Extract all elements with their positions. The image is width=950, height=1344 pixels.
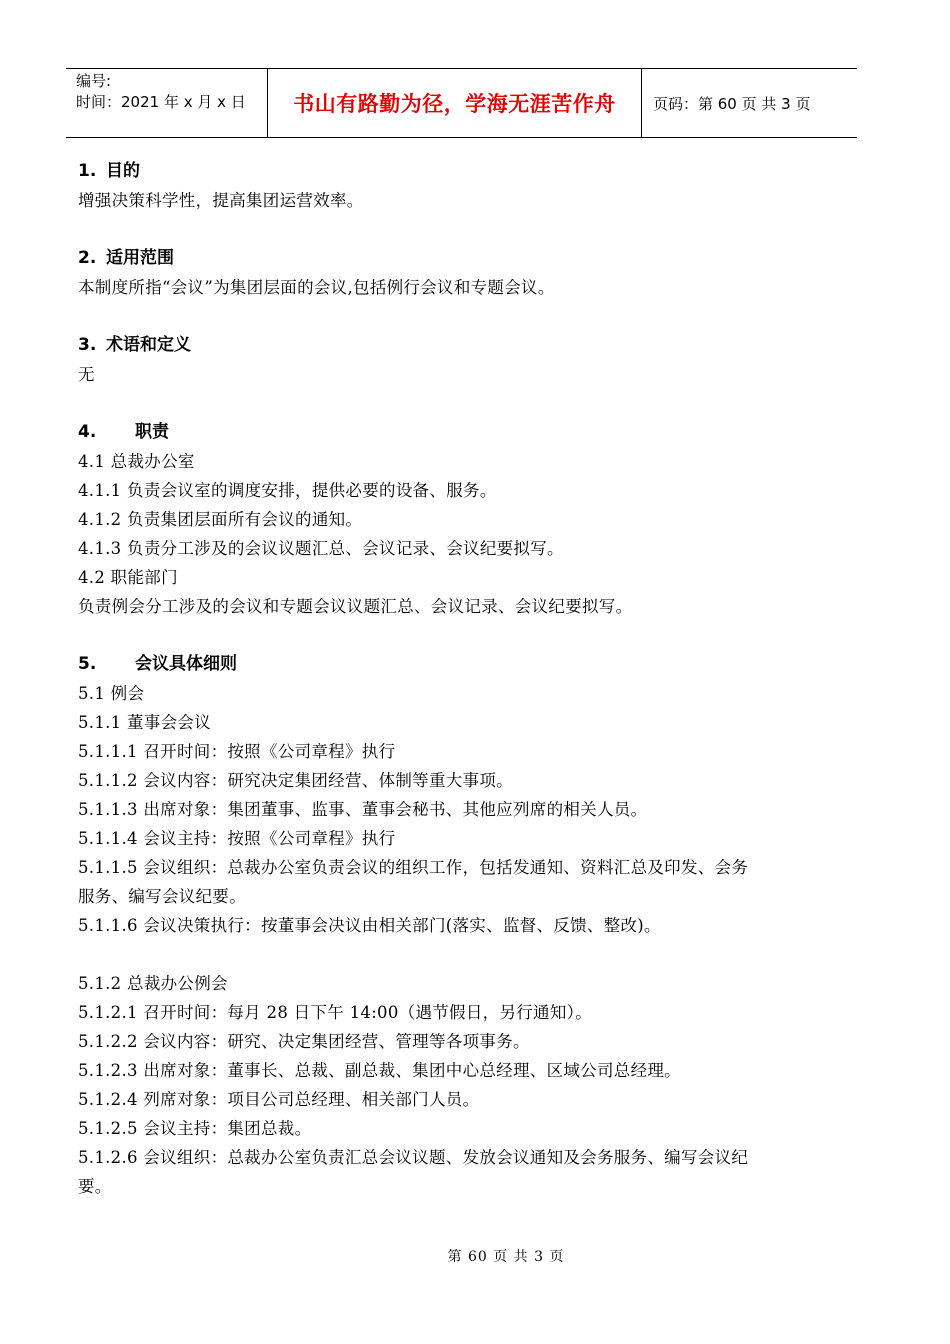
section-5-heading [78, 650, 868, 679]
section-3-number: 3. [78, 335, 97, 355]
section-1-title: 目的 [106, 161, 140, 181]
section-4-line: 4.1 总裁办公室 [78, 452, 195, 471]
time-label: 时间：2021 年 x 月 x 日 [76, 93, 246, 111]
section-3-heading [78, 331, 868, 360]
section-5-number: 5. [78, 654, 97, 674]
header-meta-cell [66, 69, 268, 137]
section-5-line: 5.1.1.3 出席对象：集团董事、监事、董事会秘书、其他应列席的相关人员。 [78, 800, 648, 819]
section-5-line: 服务、编写会议纪要。 [78, 887, 246, 906]
section-5-line: 5.1.1.6 会议决策执行：按董事会决议由相关部门(落实、监督、反馈、整改)。 [78, 916, 661, 935]
section-5-line: 5.1.1.4 会议主持：按照《公司章程》执行 [78, 829, 396, 848]
document-header [66, 68, 857, 138]
section-2-title: 适用范围 [106, 248, 174, 268]
section-5-line: 5.1.2.3 出席对象：董事长、总裁、副总裁、集团中心总经理、区域公司总经理。 [78, 1061, 681, 1080]
section-5-line: 5.1.2 总裁办公例会 [78, 974, 228, 993]
section-1-body: 增强决策科学性，提高集团运营效率。 [78, 191, 364, 210]
section-1-heading [78, 157, 868, 186]
section-4-heading [78, 418, 868, 447]
section-4-line: 4.1.3 负责分工涉及的会议议题汇总、会议记录、会议纪要拟写。 [78, 539, 564, 558]
section-3-body: 无 [78, 365, 95, 384]
section-5-line: 5.1.2.2 会议内容：研究、决定集团经营、管理等各项事务。 [78, 1032, 530, 1051]
header-page-cell [642, 69, 857, 137]
section-4-number: 4. [78, 422, 97, 442]
section-2-number: 2. [78, 248, 97, 268]
section-4-line: 4.2 职能部门 [78, 568, 178, 587]
section-4-line: 4.1.1 负责会议室的调度安排，提供必要的设备、服务。 [78, 481, 497, 500]
section-5-line: 5.1 例会 [78, 684, 145, 703]
section-5-line: 5.1.1 董事会会议 [78, 713, 212, 732]
spacer [78, 302, 868, 331]
motto-text: 书山有路勤为径，学海无涯苦作舟 [293, 92, 616, 116]
document-body [78, 157, 868, 1201]
page-footer: 第 60 页 共 3 页 [447, 1249, 565, 1265]
section-1-number: 1. [78, 161, 97, 181]
section-4-title: 职责 [135, 422, 169, 442]
section-5-line: 5.1.1.1 召开时间：按照《公司章程》执行 [78, 742, 396, 761]
section-5-line: 5.1.1.2 会议内容：研究决定集团经营、体制等重大事项。 [78, 771, 513, 790]
spacer [78, 621, 868, 650]
section-3-title: 术语和定义 [106, 335, 191, 355]
spacer [78, 389, 868, 418]
section-4-line: 负责例会分工涉及的会议和专题会议议题汇总、会议记录、会议纪要拟写。 [78, 597, 633, 616]
section-4-line: 4.1.2 负责集团层面所有会议的通知。 [78, 510, 363, 529]
page-info: 页码：第 60 页 共 3 页 [653, 94, 811, 113]
section-2-body: 本制度所指“会议”为集团层面的会议,包括例行会议和专题会议。 [78, 278, 555, 297]
section-5-line: 5.1.2.6 会议组织：总裁办公室负责汇总会议议题、发放会议通知及会务服务、编写会议纪 [78, 1148, 749, 1167]
section-5-line: 要。 [78, 1177, 112, 1196]
section-5-line: 5.1.2.1 召开时间：每月 28 日下午 14:00（遇节假日，另行通知）。 [78, 1003, 593, 1022]
code-label: 编号: [76, 72, 112, 90]
spacer [78, 215, 868, 244]
section-2-heading [78, 244, 868, 273]
section-5-line: 5.1.2.4 列席对象：项目公司总经理、相关部门人员。 [78, 1090, 480, 1109]
section-5-line: 5.1.2.5 会议主持：集团总裁。 [78, 1119, 312, 1138]
section-5-title: 会议具体细则 [135, 654, 237, 674]
header-motto-cell [268, 69, 642, 137]
spacer [78, 940, 868, 969]
section-5-line: 5.1.1.5 会议组织：总裁办公室负责会议的组织工作，包括发通知、资料汇总及印发、会务 [78, 858, 749, 877]
